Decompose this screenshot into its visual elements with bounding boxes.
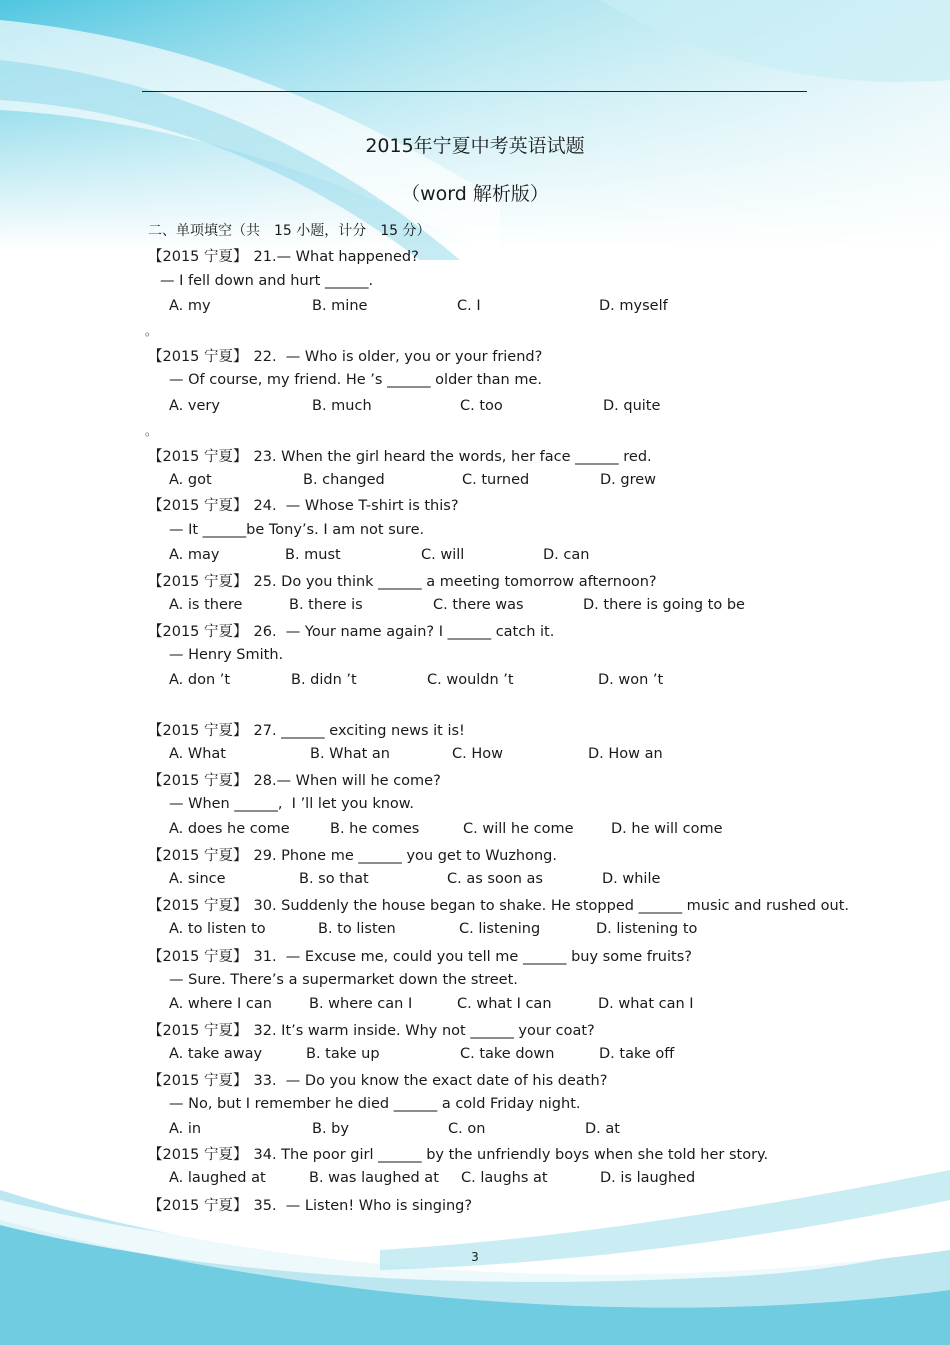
- question-text: 32. It’s warm inside. Why not ______ your coat?: [253, 1023, 595, 1039]
- question-32-stem: [148, 1019, 595, 1040]
- question-27-option-a: A. What: [169, 746, 226, 762]
- question-23-option-a: A. got: [169, 472, 212, 488]
- question-33-option-a: A. in: [169, 1121, 202, 1137]
- question-23-option-d: D. grew: [600, 472, 657, 488]
- question-23-option-b: B. changed: [303, 472, 385, 488]
- question-25-option-c: C. there was: [433, 597, 524, 613]
- question-27-option-d: D. How an: [588, 746, 663, 762]
- question-22-option-a: A. very: [169, 398, 220, 414]
- question-35-stem: [148, 1194, 472, 1215]
- question-27-stem: [148, 719, 465, 740]
- question-30-stem: [148, 894, 849, 915]
- question-26-option-d: D. won ’t: [598, 672, 664, 688]
- question-24-option-b: B. must: [285, 547, 341, 563]
- question-30-option-c: C. listening: [459, 921, 541, 937]
- question-28-stem: [148, 769, 441, 790]
- question-text: 33. — Do you know the exact date of his death?: [253, 1073, 608, 1089]
- question-tag: 【2015 宁夏】: [148, 249, 248, 265]
- question-28-option-a: A. does he come: [169, 821, 290, 837]
- question-28-option-c: C. will he come: [463, 821, 574, 837]
- question-tag: 【2015 宁夏】: [148, 848, 248, 864]
- question-tag: 【2015 宁夏】: [148, 574, 248, 590]
- question-31-option-b: B. where can I: [309, 996, 413, 1012]
- question-34-option-a: A. laughed at: [169, 1170, 266, 1186]
- question-29-option-c: C. as soon as: [447, 871, 543, 887]
- question-33-option-d: D. at: [585, 1121, 620, 1137]
- question-33-stem: [148, 1069, 607, 1090]
- question-22-option-b: B. much: [312, 398, 372, 414]
- question-tag: 【2015 宁夏】: [148, 449, 248, 465]
- question-text: 27. ______ exciting news it is!: [253, 723, 465, 739]
- question-text: 31. — Excuse me, could you tell me ______ buy some fruits?: [253, 949, 692, 965]
- question-26-option-c: C. wouldn ’t: [427, 672, 514, 688]
- header-rule: [142, 91, 807, 92]
- question-22-dialog: — Of course, my friend. He ’s ______ older than me.: [169, 372, 542, 388]
- question-21-stem: [148, 245, 419, 266]
- question-34-option-d: D. is laughed: [600, 1170, 696, 1186]
- question-29-option-b: B. so that: [299, 871, 369, 887]
- question-32-option-d: D. take off: [599, 1046, 675, 1062]
- question-32-option-c: C. take down: [460, 1046, 555, 1062]
- question-33-option-b: B. by: [312, 1121, 349, 1137]
- question-31-option-a: A. where I can: [169, 996, 272, 1012]
- question-text: 26. — Your name again? I ______ catch it.: [253, 624, 555, 640]
- question-tag: 【2015 宁夏】: [148, 723, 248, 739]
- question-26-option-a: A. don ’t: [169, 672, 231, 688]
- question-24-option-d: D. can: [543, 547, 590, 563]
- question-tag: 【2015 宁夏】: [148, 1073, 248, 1089]
- document-subtitle: （word 解析版）: [401, 183, 549, 205]
- question-tag: 【2015 宁夏】: [148, 1198, 248, 1214]
- question-23-stem: [148, 445, 652, 466]
- question-21-option-d: D. myself: [599, 298, 668, 314]
- question-text: 28.— When will he come?: [253, 773, 441, 789]
- question-30-option-a: A. to listen to: [169, 921, 266, 937]
- question-33-dialog: — No, but I remember he died ______ a cold Friday night.: [169, 1096, 581, 1112]
- question-31-dialog: — Sure. There’s a supermarket down the street.: [169, 972, 518, 988]
- question-tag: 【2015 宁夏】: [148, 773, 248, 789]
- question-tag: 【2015 宁夏】: [148, 498, 248, 514]
- question-34-option-b: B. was laughed at: [309, 1170, 439, 1186]
- question-33-option-c: C. on: [448, 1121, 486, 1137]
- question-text: 30. Suddenly the house began to shake. He stopped ______ music and rushed out.: [253, 898, 850, 914]
- question-25-stem: [148, 570, 657, 591]
- question-text: 24. — Whose T-shirt is this?: [253, 498, 459, 514]
- section-heading: 二、单项填空（共 15 小题，计分 15 分）: [148, 223, 431, 239]
- question-24-stem: [148, 494, 459, 515]
- question-text: 34. The poor girl ______ by the unfriendly boys when she told her story.: [253, 1147, 769, 1163]
- question-26-dialog: — Henry Smith.: [169, 647, 284, 663]
- question-22-option-d: D. quite: [603, 398, 661, 414]
- question-24-dialog: — It ______be Tony’s. I am not sure.: [169, 522, 425, 538]
- question-31-option-d: D. what can I: [598, 996, 694, 1012]
- question-31-option-c: C. what I can: [457, 996, 552, 1012]
- question-text: 21.— What happened?: [253, 249, 419, 265]
- question-text: 35. — Listen! Who is singing?: [253, 1198, 473, 1214]
- question-21-option-c: C. I: [457, 298, 481, 314]
- question-tag: 【2015 宁夏】: [148, 898, 248, 914]
- question-21-dialog: — I fell down and hurt ______.: [160, 273, 374, 289]
- question-22-option-c: C. too: [460, 398, 503, 414]
- question-29-stem: [148, 844, 557, 865]
- question-25-option-d: D. there is going to be: [583, 597, 745, 613]
- question-31-stem: [148, 945, 692, 966]
- question-text: 23. When the girl heard the words, her face ______ red.: [253, 449, 652, 465]
- question-tag: 【2015 宁夏】: [148, 1147, 248, 1163]
- question-27-option-c: C. How: [452, 746, 503, 762]
- question-32-option-b: B. take up: [306, 1046, 380, 1062]
- question-34-stem: [148, 1143, 768, 1164]
- question-tag: 【2015 宁夏】: [148, 949, 248, 965]
- question-28-dialog: — When ______, I ’ll let you know.: [169, 796, 414, 812]
- question-21-option-a: A. my: [169, 298, 211, 314]
- question-21-mark: 。: [145, 324, 158, 338]
- question-32-option-a: A. take away: [169, 1046, 263, 1062]
- question-25-option-b: B. there is: [289, 597, 363, 613]
- question-30-option-b: B. to listen: [318, 921, 396, 937]
- question-25-option-a: A. is there: [169, 597, 243, 613]
- document-title: 2015年宁夏中考英语试题: [365, 135, 585, 157]
- question-22-mark: 。: [145, 424, 158, 438]
- question-tag: 【2015 宁夏】: [148, 1023, 248, 1039]
- question-34-option-c: C. laughs at: [461, 1170, 548, 1186]
- question-30-option-d: D. listening to: [596, 921, 698, 937]
- question-26-stem: [148, 620, 554, 641]
- question-26-option-b: B. didn ’t: [291, 672, 357, 688]
- question-24-option-c: C. will: [421, 547, 465, 563]
- question-tag: 【2015 宁夏】: [148, 349, 248, 365]
- question-tag: 【2015 宁夏】: [148, 624, 248, 640]
- question-text: 22. — Who is older, you or your friend?: [253, 349, 543, 365]
- question-28-option-b: B. he comes: [330, 821, 420, 837]
- question-28-option-d: D. he will come: [611, 821, 723, 837]
- question-29-option-a: A. since: [169, 871, 226, 887]
- page-number: 3: [471, 1250, 479, 1264]
- question-text: 25. Do you think ______ a meeting tomorrow afternoon?: [253, 574, 657, 590]
- question-27-option-b: B. What an: [310, 746, 390, 762]
- question-21-option-b: B. mine: [312, 298, 368, 314]
- question-24-option-a: A. may: [169, 547, 220, 563]
- question-29-option-d: D. while: [602, 871, 661, 887]
- question-text: 29. Phone me ______ you get to Wuzhong.: [253, 848, 557, 864]
- question-23-option-c: C. turned: [462, 472, 530, 488]
- question-22-stem: [148, 345, 542, 366]
